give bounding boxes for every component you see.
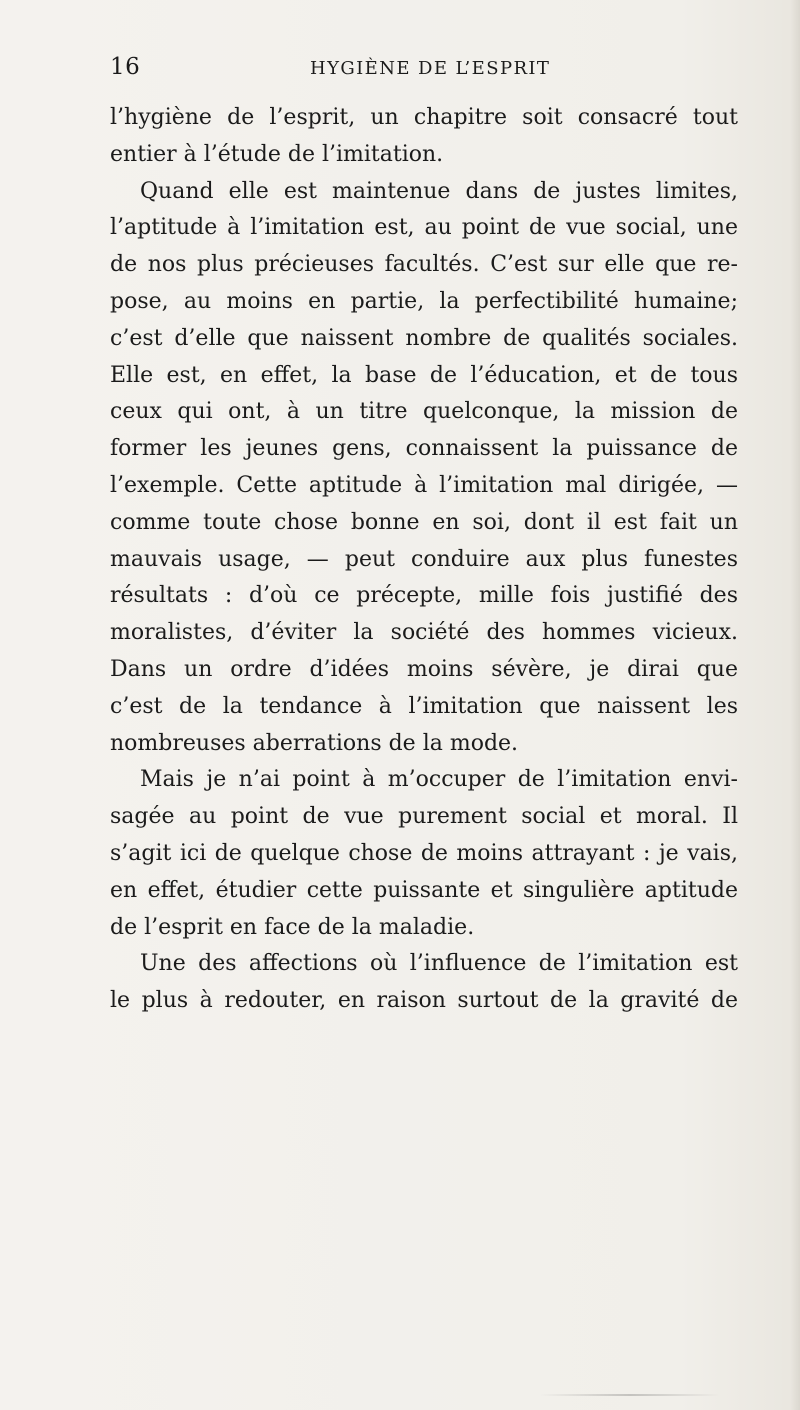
text-line: l’exemple. Cette aptitude à l’imitation mal dirigée, — bbox=[110, 472, 738, 498]
text-line: résultats : d’où ce précepte, mille fois justifié des bbox=[110, 583, 738, 609]
text-line: le plus à redouter, en raison surtout de la gravité de bbox=[110, 988, 738, 1014]
paragraph-start-line: Une des affections où l’influence de l’imitation est bbox=[140, 951, 738, 977]
paragraph-start-line: Mais je n’ai point à m’occuper de l’imitation envi- bbox=[140, 767, 738, 793]
text-line: former les jeunes gens, connaissent la puissance de bbox=[110, 436, 738, 462]
text-line: nombreuses aberrations de la mode. bbox=[110, 730, 519, 756]
text-line: mauvais usage, — peut conduire aux plus funestes bbox=[110, 546, 738, 572]
text-line: s’agit ici de quelque chose de moins attrayant : je vais, bbox=[110, 840, 738, 866]
text-line: pose, au moins en partie, la perfectibilité humaine; bbox=[110, 288, 738, 314]
text-line: en effet, étudier cette puissante et singulière aptitude bbox=[110, 877, 738, 903]
text-line: entier à l’étude de l’imitation. bbox=[110, 141, 444, 167]
body-text bbox=[110, 100, 738, 1020]
paragraph-start-line: Quand elle est maintenue dans de justes limites, bbox=[140, 178, 738, 204]
text-line: c’est de la tendance à l’imitation que naissent les bbox=[110, 693, 738, 719]
text-line: Elle est, en effet, la base de l’éducation, et de tous bbox=[110, 362, 738, 388]
page-bottom-smudge bbox=[540, 1394, 720, 1396]
text-line: moralistes, d’éviter la société des hommes vicieux. bbox=[110, 620, 738, 646]
text-line: ceux qui ont, à un titre quelconque, la mission de bbox=[110, 399, 738, 425]
running-head: HYGIÈNE DE L’ESPRIT bbox=[310, 58, 551, 79]
page-number: 16 bbox=[110, 54, 141, 80]
text-line: de nos plus précieuses facultés. C’est sur elle que re- bbox=[110, 252, 738, 278]
text-line: l’aptitude à l’imitation est, au point de vue social, une bbox=[110, 215, 738, 241]
text-line: Dans un ordre d’idées moins sévère, je dirai que bbox=[110, 656, 738, 682]
page-edge-shadow bbox=[790, 0, 800, 1410]
text-line: l’hygiène de l’esprit, un chapitre soit consacré tout bbox=[110, 105, 738, 130]
text-line: comme toute chose bonne en soi, dont il est fait un bbox=[110, 509, 738, 535]
text-line: sagée au point de vue purement social et moral. Il bbox=[110, 804, 738, 830]
page-header bbox=[110, 54, 740, 90]
text-line: c’est d’elle que naissent nombre de qualités sociales. bbox=[110, 325, 738, 351]
text-line: de l’esprit en face de la maladie. bbox=[110, 914, 475, 940]
